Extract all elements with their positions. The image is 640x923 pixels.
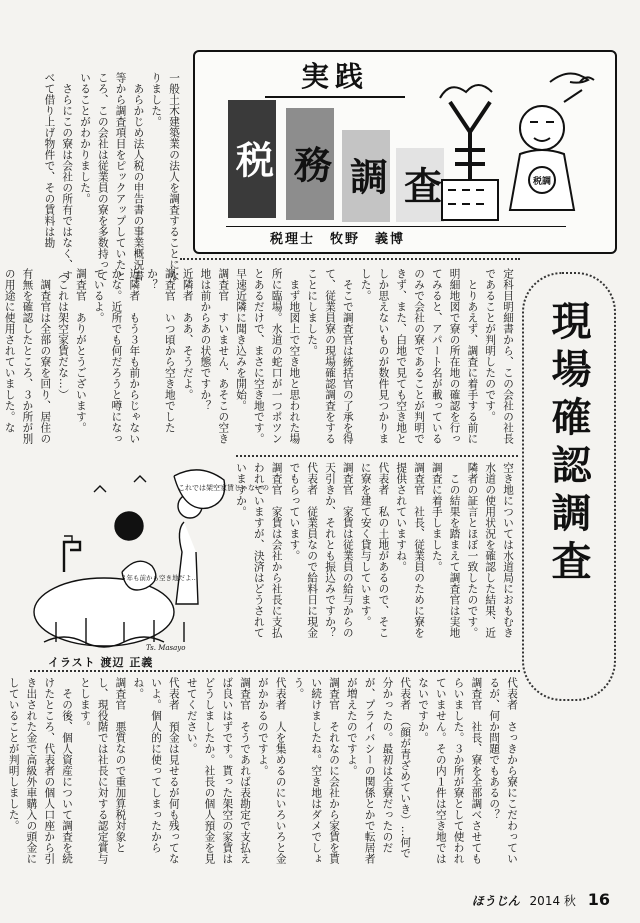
title-tile-2: 務 [286, 108, 334, 220]
body-column-site-survey: 定科目明細書から、この会社の社長であることが判明したのです。 とりあえず、調査に着手する前に明細地図で寮の所在地の確認を行ってみると、アパート名が載っているのみで会社の寮であることが判明できず、また、白地で見ても空き地としか思えないものが数件見つかりました。 そこで調査官は統括官の了承を得て、従業員寮の現場確認調査をすることにしました。 まず地図上で空き地と思われた場所に臨場。水道の蛇口が一つポツンとあるだけで、まさに空き地です。早速近隣に聞き込みを開始。 調査官 すいません、あそこの空き地は前からあの状態ですか？ 近隣者 ああ、そうだよ。 調査官 いつ頃から空き地でしたか？ 近隣者 もう３年も前からじゃないかな。近所でも何だろうと噂になっているよ。 調査官 ありがとうございます。 （これは架空家賃だな…） 調査官は全部の寮を回り、居住の有無を確認したところ、３か所が別の用途に使用されていました。な [3, 268, 514, 444]
tax-mascot-illustration [430, 62, 610, 224]
author-line: 税理士 牧野 義博 [270, 232, 406, 247]
vacant-lot-illustration [34, 462, 269, 656]
divider-bottom [30, 670, 520, 672]
magazine-brand: ほうじん [471, 894, 520, 908]
body-column-field-audit: 空き地については水道局におもむき水道の使用状況を確認した結果、近隣者の証言とほぼ一致したのです。 この結果を踏まえて調査官は実地調査に着手しました。 調査官 社長、従業員のために寮を提供されていますね。 代表者 私の土地があるので、そこに寮を建て安く貸与しています。 調査官 家賃は従業員の給与からの天引きか、それとも振込みですか？ 代表者 従業員なので給料日に現金でもらっています。 調査官 家賃は会社から社長に支払われていますが、決済はどうされていますか。 [235, 462, 514, 638]
title-tile-3: 調 [342, 130, 390, 222]
page-number: 16 [587, 890, 610, 909]
illustration-caption: イラスト 渡辺 正義 [48, 656, 154, 669]
illustration-bubble-top: これでは架空家賃じゃないの [178, 484, 269, 492]
illustration-signature: Ts. Masayo [146, 644, 186, 652]
body-column-interview: 代表者 さっきから寮にこだわっているが、何か問題でもあるの？ 調査官 社長、寮を全部調べさせてもらいました。３か所が寮として使われていません。その内１件は空き地ではないですか。 代表者 （顔が青ざめていき）…何で分かったの。最初は全寮だったのだが、プライバシーの関係とかで転居者が増えたのですよ。 調査官 それなのに会社から家賃を貰い続けましたね。空き地はダメでしょう。 代表者 人を集めるのにいろいろと金がかかるのですよ。 調査官 そうであれば表勘定で支払えば良いはずです。貰った架空の家賃はどうしましたか。社長の個人預金を見せてください。 代表者 預金は見せるが何も残ってないよ。個人的に使ってしまったからね。 調査官 悪質なので重加算税対象とし、現役階では社長に対する認定賞与とします。 その後、個人資産について調査を続けたところ、代表者の個人口座から引き出された金で高級外車購入の頭金にしていることが判明しました。 [7, 677, 518, 864]
title-tile-1: 税 [228, 100, 276, 218]
illustration-bubble-bottom: ３年も前から空き地だよ… [120, 574, 198, 582]
divider-top [180, 258, 520, 260]
body-column-intro: 一般土木建築業の法人を調査することになりました。 あらかじめ法人税の申告書の事業概況書等から調査項目をピックアップしていたところ、この会社は従業員の寮を多数持っていることがわかりました。 さらにこの寮は会社の所有ではなく、すべて借り上げ物件で、その賃料は勘 [43, 72, 180, 281]
issue-label: 2014 秋 [529, 894, 576, 908]
title-tile-4: 査 [396, 148, 444, 222]
divider-middle [236, 455, 518, 457]
page-footer [472, 890, 610, 909]
mascot-badge-label: 税調 [533, 177, 552, 187]
series-label: 実践 [265, 58, 405, 98]
author-rule [226, 226, 566, 227]
side-title: 現場確認調査 [545, 300, 591, 588]
